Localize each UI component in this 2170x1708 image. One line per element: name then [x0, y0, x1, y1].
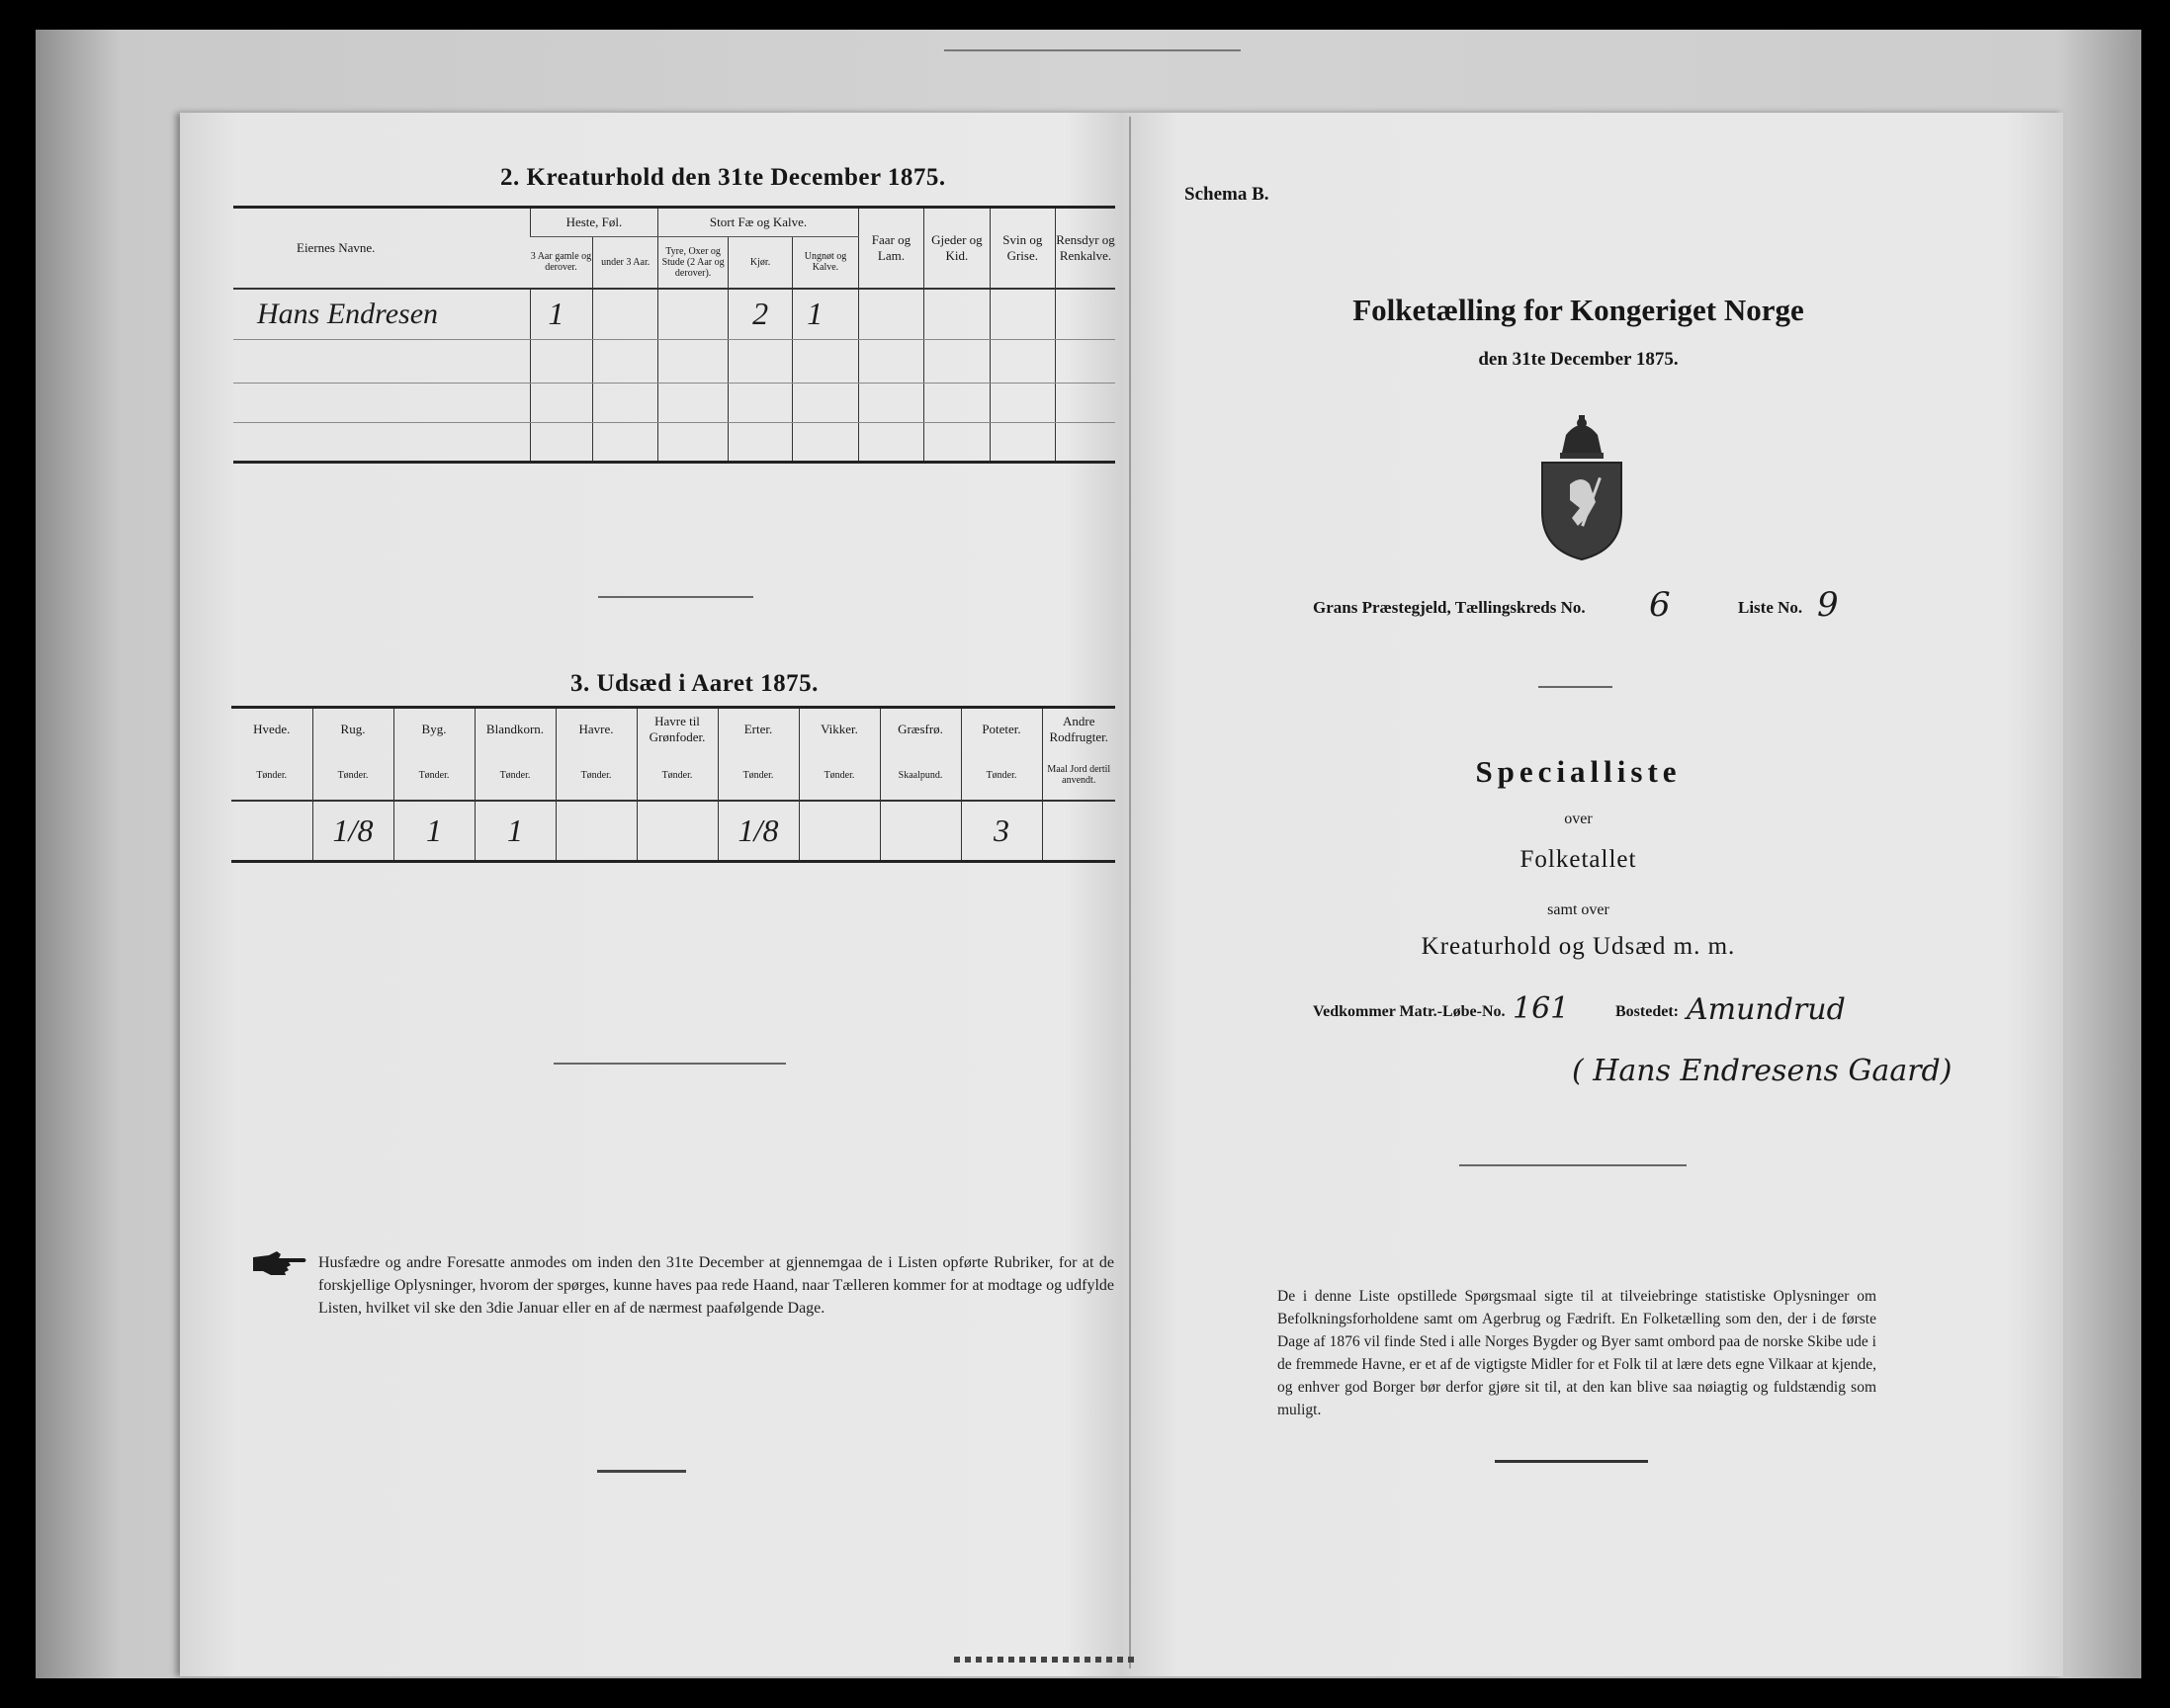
sowing-col-unit: Tønder.	[256, 769, 288, 781]
folketallet-heading: Folketallet	[1519, 846, 1637, 873]
page-title: Folketælling for Kongeriget Norge	[1352, 293, 1804, 327]
sowing-col-name: Byg.	[393, 708, 475, 751]
sowing-col-value: 1/8	[312, 801, 393, 862]
section3-title: 3. Udsæd i Aaret 1875.	[570, 670, 819, 697]
rensdyr-value	[1056, 289, 1115, 340]
samt-over-text: samt over	[1547, 901, 1609, 918]
ungnot-value: 1	[793, 289, 858, 340]
top-rule	[944, 49, 1241, 51]
census-date: den 31te December 1875.	[1478, 349, 1679, 370]
matr-number: 161	[1513, 991, 1570, 1026]
kreaturhold-heading: Kreaturhold og Udsæd m. m.	[1421, 933, 1736, 960]
section2-title: 2. Kreaturhold den 31te December 1875.	[500, 164, 946, 191]
separator-rule	[598, 596, 753, 598]
sowing-col-unit: Skaalpund.	[880, 751, 961, 801]
sowing-col-unit: Tønder.	[393, 751, 475, 801]
stortfe-sub1-header: Tyre, Oxer og Stude (2 Aar og derover).	[658, 237, 728, 289]
heste-sub2-header: under 3 Aar.	[592, 237, 657, 289]
kreds-number: 6	[1649, 585, 1671, 625]
table-row	[233, 423, 1115, 463]
faar-value	[858, 289, 923, 340]
liste-number: 9	[1817, 585, 1839, 625]
sowing-col-value: 1	[393, 801, 475, 862]
sowing-col-unit: Tønder.	[312, 751, 393, 801]
heste-3aar-value: 1	[530, 289, 592, 340]
livestock-table	[233, 206, 1115, 464]
owner-name: Hans Endresen	[233, 289, 530, 340]
bosted-note: ( Hans Endresens Gaard)	[1572, 1054, 1953, 1088]
pointing-hand-icon	[251, 1249, 308, 1277]
bosted-value: Amundrud	[1687, 992, 1846, 1027]
sowing-col-value	[880, 801, 961, 862]
owner-header: Eiernes Navne.	[297, 239, 376, 255]
liste-label: Liste No.	[1738, 598, 1803, 617]
matr-label: Vedkommer Matr.-Løbe-No.	[1313, 1003, 1506, 1020]
sowing-col-name: Andre Rodfrugter.	[1042, 708, 1115, 751]
sowing-col-value	[556, 801, 637, 862]
heste-header: Heste, Føl.	[530, 208, 658, 237]
owner-notice: Husfædre og andre Foresatte anmodes om inden den 31te December at gjennemgaa de i Listen opførte Rubriker, for at de forskjellige Oplysninger, hvorom der spørges, kunne haves paa rede Haand, naar Tælleren kommer for at modtage og udfylde Listen, hvilket vil ske den 3die Januar eller en af de nærmest paafølgende Dage.	[318, 1254, 1114, 1317]
page-fold	[1129, 117, 1131, 1668]
sowing-col-unit: Tønder.	[556, 751, 637, 801]
sowing-col-unit: Tønder.	[637, 751, 718, 801]
separator-rule	[1495, 1460, 1648, 1463]
table-row	[233, 384, 1115, 423]
separator-rule	[1459, 1164, 1687, 1166]
table-row	[233, 289, 1115, 340]
sowing-col-name: Poteter.	[961, 708, 1042, 751]
faar-header: Faar og Lam.	[858, 208, 923, 289]
svin-header: Svin og Grise.	[990, 208, 1055, 289]
over-text: over	[1564, 811, 1593, 827]
sowing-col-name: Blandkorn.	[475, 708, 556, 751]
sowing-col-unit: Tønder.	[718, 751, 799, 801]
sowing-table	[231, 706, 1115, 863]
sowing-col-name: Erter.	[718, 708, 799, 751]
heste-under3-value	[592, 289, 657, 340]
sowing-col-name: Havre.	[556, 708, 637, 751]
sowing-col-unit: Tønder.	[475, 751, 556, 801]
sowing-col-value: 1/8	[718, 801, 799, 862]
parish-label: Grans Præstegjeld, Tællingskreds No.	[1313, 598, 1586, 617]
sowing-col-unit: Tønder.	[799, 751, 880, 801]
sowing-col-unit: Maal Jord dertil anvendt.	[1042, 751, 1115, 801]
separator-rule	[597, 1470, 686, 1473]
table-row	[231, 801, 1115, 862]
stortfe-header: Stort Fæ og Kalve.	[658, 208, 858, 237]
stortfe-sub3-header: Ungnøt og Kalve.	[793, 237, 858, 289]
rensdyr-header: Rensdyr og Renkalve.	[1056, 208, 1115, 289]
svin-value	[990, 289, 1055, 340]
kjor-value: 2	[728, 289, 792, 340]
specialliste-heading: Specialliste	[1475, 754, 1682, 789]
schema-label: Schema B.	[1184, 184, 1269, 205]
separator-rule	[1538, 686, 1612, 688]
bosted-label: Bostedet:	[1615, 1003, 1679, 1020]
purpose-note: De i denne Liste opstillede Spørgsmaal sigte til at tilveiebringe statistiske Oplysninger om Befolkningsforholdene samt om Agerbrug og Fædrift. En Folketælling som den, der i de første Dage af 1876 vil finde Sted i alle Norges Bygder og Byer samt ombord paa de norske Skibe ude i de fremmede Havne, er et af de vigtigste Midler for et Folk til at lære dets egne Vilkaar at kjende, og enhver god Borger bør derfor gjøre sit til, at den kan blive saa nøiagtig og fuldstændig som muligt.	[1277, 1288, 1876, 1418]
stortfe-sub2-header: Kjør.	[728, 237, 792, 289]
gjeder-value	[924, 289, 990, 340]
sowing-col-value: 3	[961, 801, 1042, 862]
sowing-col-name: Vikker.	[799, 708, 880, 751]
sowing-col-value	[231, 801, 312, 862]
sowing-col-value: 1	[475, 801, 556, 862]
tyre-value	[658, 289, 728, 340]
sowing-col-unit: Tønder.	[961, 751, 1042, 801]
sowing-col-name: Havre til Grønfoder.	[637, 708, 718, 751]
sowing-col-value	[637, 801, 718, 862]
sowing-col-name: Hvede.	[253, 722, 291, 737]
sowing-col-name: Rug.	[312, 708, 393, 751]
separator-rule	[554, 1063, 786, 1065]
heste-sub1-header: 3 Aar gamle og derover.	[530, 251, 592, 274]
table-row	[233, 340, 1115, 384]
bottom-scribble	[954, 1657, 1137, 1663]
norway-coat-of-arms-icon	[1530, 413, 1633, 561]
sowing-col-name: Græsfrø.	[880, 708, 961, 751]
sowing-col-value	[799, 801, 880, 862]
sowing-col-value	[1042, 801, 1115, 862]
gjeder-header: Gjeder og Kid.	[924, 208, 990, 289]
